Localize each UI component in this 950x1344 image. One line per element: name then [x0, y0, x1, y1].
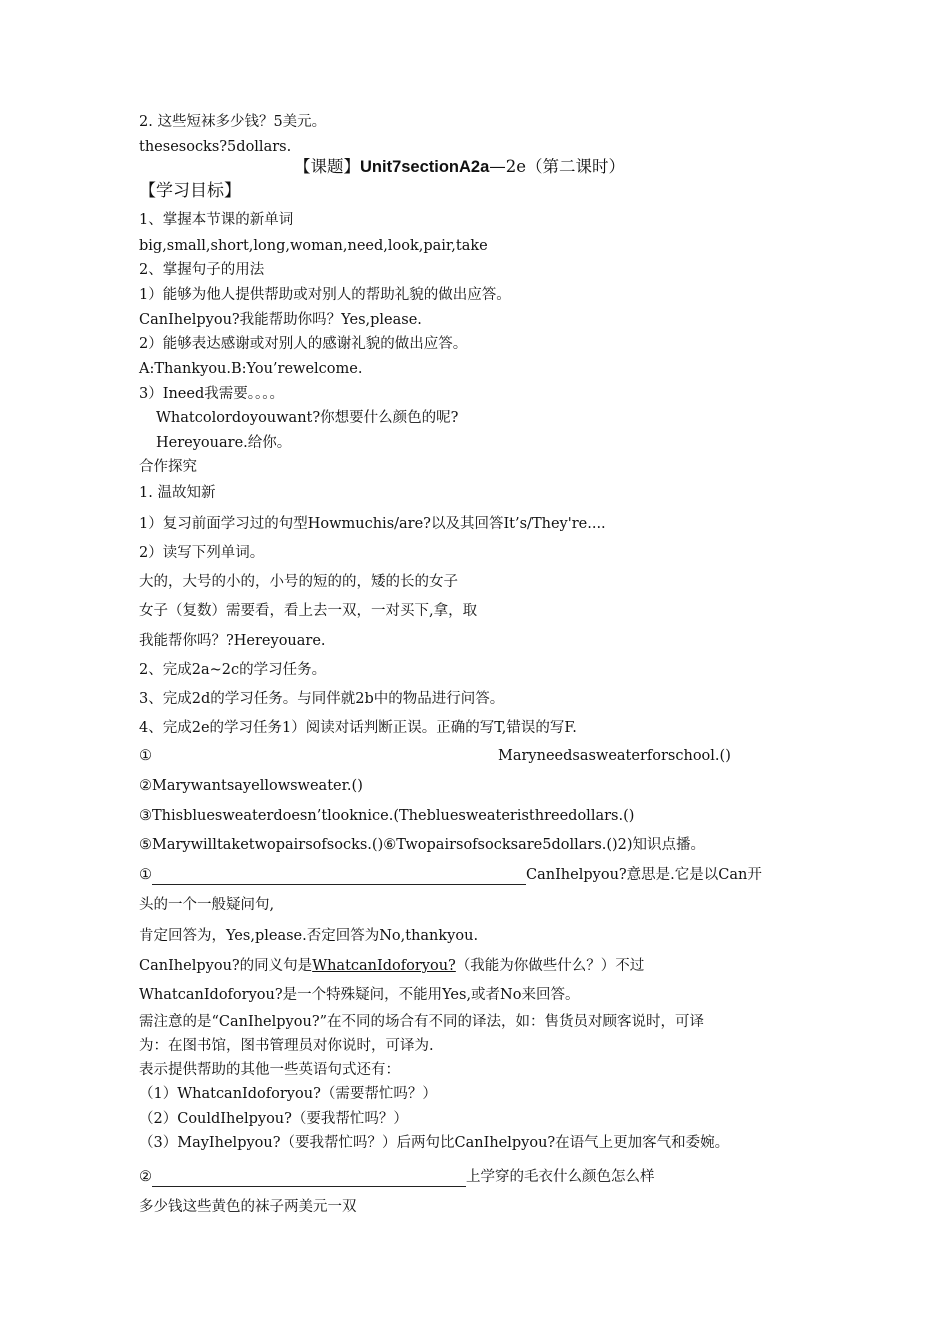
objective-1: 1、掌握本节课的新单词: [139, 212, 294, 228]
synonym-suffix: （我能为你做些什么？）不过: [455, 958, 645, 974]
question-2-answer: thesesocks?5dollars.: [139, 139, 292, 155]
note-1-continued: 头的一个一般疑问句,: [139, 897, 275, 913]
step-4: 4、完成2e的学习任务1）阅读对话判断正误。正确的写T,错误的写F.: [139, 720, 577, 736]
synonym-line: [139, 956, 644, 976]
objective-sub-3: 3）Ineed我需要。。。。: [139, 386, 284, 402]
vocab-line-3: 我能帮你吗？?Hereyouare.: [139, 633, 326, 649]
objective-sub-3-example-1: Whatcolordoyouwant?你想要什么颜色的呢?: [156, 410, 459, 426]
tf-item-5-6: ⑤Marywilltaketwopairsofsocks.()⑥Twopairsofsocksare5dollars.()2)知识点播。: [139, 837, 706, 853]
vocab-line-1: 大的，大号的小的，小号的短的的，矮的长的女子: [139, 574, 458, 590]
objective-sub-2: 2）能够表达感谢或对别人的感谢礼貌的做出应答。: [139, 336, 468, 352]
note-translation-a: 需注意的是“CanIhelpyou?”在不同的场合有不同的译法，如：售货员对顾客说时，可译: [139, 1014, 705, 1030]
note-2-blank[interactable]: [152, 1170, 466, 1187]
review-2: 2）读写下列单词。: [139, 545, 265, 561]
other-pattern-3: （3）MayIhelpyou?（要我帮忙吗？）后两句比CanIhelpyou?在语气上更加客气和委婉。: [139, 1135, 730, 1151]
other-patterns-heading: 表示提供帮助的其他一些英语句式还有：: [139, 1062, 400, 1078]
objectives-heading: 【学习目标】: [139, 181, 241, 201]
note-translation-b: 为：在图书馆，图书管理员对你说时，可译为.: [139, 1038, 434, 1054]
step-3: 3、完成2d的学习任务。与同伴就2b中的物品进行问答。: [139, 691, 505, 707]
step-1: 1. 温故知新: [139, 485, 216, 501]
note-1-text: CanIhelpyou?意思是.它是以Can开: [526, 867, 762, 883]
question-2: 2. 这些短袜多少钱？5美元。: [139, 114, 327, 130]
tf-item-1-number: ①: [139, 748, 152, 764]
title-suffix: —2e（第二课时）: [489, 157, 626, 176]
other-pattern-1: （1）WhatcanIdoforyou?（需要帮忙吗？）: [139, 1086, 437, 1102]
tf-item-1-text: Maryneedsasweaterforschool.(): [498, 748, 731, 764]
last-line: 多少钱这些黄色的袜子两美元一双: [139, 1199, 357, 1215]
objective-words: big,small,short,long,woman,need,look,pair,take: [139, 238, 488, 254]
note-1-blank[interactable]: [152, 868, 526, 885]
lesson-title: [294, 157, 625, 177]
note-1-number: ①: [139, 867, 152, 883]
objective-sub-1: 1）能够为他人提供帮助或对别人的帮助礼貌的做出应答。: [139, 287, 511, 303]
synonym-prefix: CanIhelpyou?的同义句是: [139, 958, 313, 974]
note-1-answer: 肯定回答为，Yes,please.否定回答为No,thankyou.: [139, 928, 479, 944]
synonym-continued: WhatcanIdoforyou?是一个特殊疑问，不能用Yes,或者No来回答。: [139, 987, 580, 1003]
note-1: [139, 865, 762, 885]
note-2-text: 上学穿的毛衣什么颜色怎么样: [466, 1169, 655, 1185]
objective-sub-1-example: CanIhelpyou?我能帮助你吗？Yes,please.: [139, 312, 422, 328]
other-pattern-2: （2）CouldIhelpyou?（要我帮忙吗？）: [139, 1111, 408, 1127]
objective-2: 2、掌握句子的用法: [139, 262, 265, 278]
note-2: [139, 1167, 655, 1187]
synonym-underlined: WhatcanIdoforyou?: [312, 958, 456, 974]
cooperate-heading: 合作探究: [139, 459, 197, 475]
tf-item-2: ②Marywantsayellowsweater.(): [139, 778, 363, 794]
title-unit: Unit7sectionA2a: [360, 158, 490, 176]
vocab-line-2: 女子（复数）需要看，看上去一双，一对买下,拿，取: [139, 603, 478, 619]
objective-sub-2-example: A:Thankyou.B:You’rewelcome.: [139, 361, 363, 377]
note-2-number: ②: [139, 1169, 152, 1185]
title-prefix: 【课题】: [294, 157, 360, 176]
objective-sub-3-example-2: Hereyouare.给你。: [156, 435, 292, 451]
step-2: 2、完成2a~2c的学习任务。: [139, 662, 327, 678]
review-1: 1）复习前面学习过的句型Howmuchis/are?以及其回答It’s/They're....: [139, 516, 606, 532]
tf-item-3: ③Thisbluesweaterdoesn’tlooknice.(Thebluesweateristhreedollars.(): [139, 808, 635, 824]
